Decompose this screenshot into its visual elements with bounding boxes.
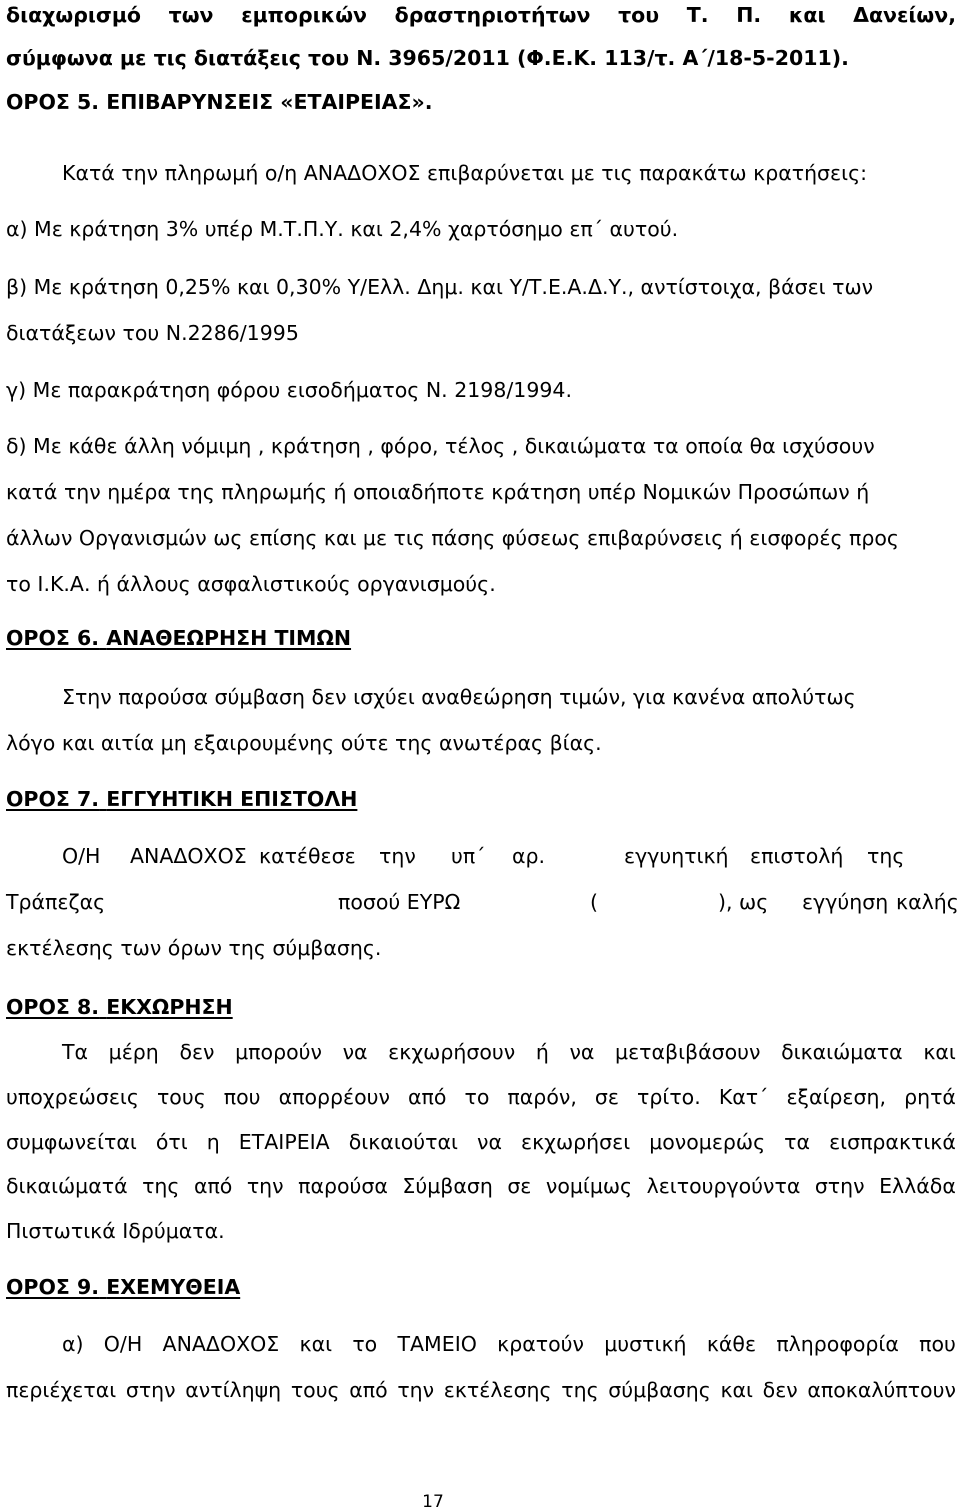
term5-item-d-line4: το Ι.Κ.Α. ή άλλους ασφαλιστικούς οργανισμούς. xyxy=(6,572,496,596)
word: Ελλάδα xyxy=(879,1174,956,1198)
term7-line3: εκτέλεσης των όρων της σύμβασης. xyxy=(6,936,382,960)
word: της xyxy=(867,844,905,868)
word: εγγύηση xyxy=(802,890,889,914)
word: μέρη xyxy=(108,1040,159,1064)
word: των xyxy=(168,3,214,27)
word: της xyxy=(561,1378,599,1402)
term8-line5: Πιστωτικά Ιδρύματα. xyxy=(6,1219,225,1243)
word: ΕΤΑΙΡΕΙΑ xyxy=(238,1130,330,1154)
word: Π. xyxy=(736,3,762,27)
word: νομίμως xyxy=(545,1174,633,1198)
term8-number: ΟΡΟΣ 8. xyxy=(6,995,100,1019)
word: μονομερώς xyxy=(649,1130,766,1154)
term9-line1 xyxy=(62,1334,956,1355)
term6-line2: λόγο και αιτία μη εξαιρουμένης ούτε της ανωτέρας βίας. xyxy=(6,731,602,755)
word: Τράπεζας xyxy=(6,890,106,914)
word: συμφωνείται xyxy=(6,1130,137,1154)
word: ), ως xyxy=(718,890,769,914)
word: εκχωρήσουν xyxy=(388,1040,516,1064)
word: και xyxy=(788,3,826,27)
word: την xyxy=(397,1378,435,1402)
word: αποκαλύπτουν xyxy=(807,1378,956,1402)
term9-number: ΟΡΟΣ 9. xyxy=(6,1275,100,1299)
word: Τ. xyxy=(686,3,709,27)
term9-heading xyxy=(6,1277,240,1298)
word: διαχωρισμό xyxy=(6,3,141,27)
word: δικαιώματά xyxy=(6,1174,128,1198)
term5-item-b-line2: διατάξεων του Ν.2286/1995 xyxy=(6,321,299,345)
word: να xyxy=(342,1040,368,1064)
word: Σύμβαση xyxy=(402,1174,493,1198)
word: επιστολή xyxy=(750,844,844,868)
word: αντίληψη xyxy=(185,1378,282,1402)
word: τα xyxy=(784,1130,811,1154)
term5-intro: Κατά την πληρωμή ο/η ΑΝΑΔΟΧΟΣ επιβαρύνεται με τις παρακάτω κρατήσεις: xyxy=(62,161,868,185)
term8-heading xyxy=(6,997,233,1018)
word: υπ΄ xyxy=(451,844,486,868)
word: Δανείων, xyxy=(853,3,956,27)
word: μεταβιβάσουν xyxy=(615,1040,761,1064)
term8-line2 xyxy=(6,1087,956,1108)
word: δραστηριοτήτων xyxy=(394,3,591,27)
word: δεν xyxy=(179,1040,215,1064)
term9-line2 xyxy=(6,1380,956,1401)
term7-heading xyxy=(6,789,357,810)
word: του xyxy=(618,3,660,27)
term5-item-b-line1: β) Με κράτηση 0,25% και 0,30% Υ/Ελλ. Δημ. και Υ/Τ.Ε.Α.Δ.Υ., αντίστοιχα, βάσει των xyxy=(6,275,874,299)
word: ( xyxy=(590,890,598,914)
word: ποσού ΕΥΡΩ xyxy=(338,890,461,914)
word: από xyxy=(408,1085,447,1109)
word: και xyxy=(299,1332,333,1356)
term5-item-d-line2: κατά την ημέρα της πληρωμής ή οποιαδήποτε κράτηση υπέρ Νομικών Προσώπων ή xyxy=(6,480,870,504)
word: και xyxy=(923,1040,956,1064)
word: λειτουργούντα xyxy=(646,1174,801,1198)
word: μπορούν xyxy=(235,1040,322,1064)
term5-item-d-line1: δ) Με κάθε άλλη νόμιμη , κράτηση , φόρο, τέλος , δικαιώματα τα οποία θα ισχύσουν xyxy=(6,434,875,458)
term6-heading xyxy=(6,628,351,649)
word: την xyxy=(246,1174,284,1198)
word: αρ. xyxy=(512,844,546,868)
word: εξαίρεση, xyxy=(786,1085,886,1109)
word: της xyxy=(142,1174,180,1198)
term9-title: ΕΧΕΜΥΘΕΙΑ xyxy=(106,1275,241,1299)
term5-item-d-line3: άλλων Οργανισμών ως επίσης και με τις πάσης φύσεως επιβαρύνσεις ή εισφορές προς xyxy=(6,526,899,550)
word: δικαιώματα xyxy=(781,1040,903,1064)
word: εμπορικών xyxy=(241,3,367,27)
word: δεν xyxy=(762,1378,798,1402)
word: και xyxy=(720,1378,753,1402)
word: υποχρεώσεις xyxy=(6,1085,139,1109)
term8-line4 xyxy=(6,1176,956,1197)
word: απορρέουν xyxy=(278,1085,390,1109)
word: εγγυητική xyxy=(624,844,729,868)
word: δικαιούται xyxy=(348,1130,458,1154)
word: την xyxy=(379,844,416,868)
word: το xyxy=(352,1332,378,1356)
term8-line1 xyxy=(62,1042,956,1063)
word: Τα xyxy=(62,1040,89,1064)
word: τους xyxy=(290,1378,340,1402)
word: μυστική xyxy=(604,1332,687,1356)
word: ότι xyxy=(155,1130,188,1154)
top-line-2: σύμφωνα με τις διατάξεις του Ν. 3965/2011 (Φ.Ε.Κ. 113/τ. Α΄/18-5-2011). xyxy=(6,46,849,70)
word: ΑΝΑΔΟΧΟΣ xyxy=(130,844,247,868)
term6-title: ΑΝΑΘΕΩΡΗΣΗ ΤΙΜΩΝ xyxy=(106,626,352,650)
word: το xyxy=(464,1085,490,1109)
word: εκχωρήσει xyxy=(521,1130,631,1154)
word: ΑΝΑΔΟΧΟΣ xyxy=(162,1332,280,1356)
word: που xyxy=(919,1332,956,1356)
word: Ο/Η xyxy=(62,844,101,868)
word: από xyxy=(349,1378,388,1402)
word: να xyxy=(477,1130,502,1154)
word: από xyxy=(193,1174,233,1198)
word: κάθε xyxy=(706,1332,757,1356)
term8-line3 xyxy=(6,1132,956,1153)
word: ΤΑΜΕΙΟ xyxy=(397,1332,477,1356)
word: εισπρακτικά xyxy=(829,1130,956,1154)
term5-item-a: α) Με κράτηση 3% υπέρ Μ.Τ.Π.Υ. και 2,4% χαρτόσημο επ΄ αυτού. xyxy=(6,217,679,241)
word: κατέθεσε xyxy=(259,844,356,868)
word: α) xyxy=(62,1332,84,1356)
word: κρατούν xyxy=(497,1332,584,1356)
word: πληροφορία xyxy=(776,1332,899,1356)
word: που xyxy=(223,1085,261,1109)
term8-title: ΕΚΧΩΡΗΣΗ xyxy=(106,995,233,1019)
word: περιέχεται xyxy=(6,1378,117,1402)
word: εκτέλεσης xyxy=(443,1378,552,1402)
page-number: 17 xyxy=(422,1492,444,1512)
word: σε xyxy=(594,1085,619,1109)
word: Ο/Η xyxy=(103,1332,143,1356)
term7-title: ΕΓΓΥΗΤΙΚΗ ΕΠΙΣΤΟΛΗ xyxy=(106,787,358,811)
term7-number: ΟΡΟΣ 7. xyxy=(6,787,100,811)
word: Κατ΄ xyxy=(718,1085,769,1109)
word: να xyxy=(569,1040,595,1064)
term5-item-c: γ) Με παρακράτηση φόρου εισοδήματος Ν. 2198/1994. xyxy=(6,378,572,402)
word: τρίτο. xyxy=(637,1085,701,1109)
word: καλής xyxy=(896,890,959,914)
word: ή xyxy=(535,1040,549,1064)
word: παρούσα xyxy=(298,1174,388,1198)
word: η xyxy=(206,1130,220,1154)
word: ρητά xyxy=(904,1085,956,1109)
term6-number: ΟΡΟΣ 6. xyxy=(6,626,100,650)
word: σε xyxy=(507,1174,532,1198)
term6-line1: Στην παρούσα σύμβαση δεν ισχύει αναθεώρηση τιμών, για κανένα απολύτως xyxy=(62,685,856,709)
word: στην xyxy=(125,1378,176,1402)
word: παρόν, xyxy=(507,1085,577,1109)
word: σύμβασης xyxy=(608,1378,711,1402)
word: στην xyxy=(814,1174,865,1198)
word: τους xyxy=(156,1085,206,1109)
top-line-1 xyxy=(6,5,956,26)
term5-heading: ΟΡΟΣ 5. ΕΠΙΒΑΡΥΝΣΕΙΣ «ΕΤΑΙΡΕΙΑΣ». xyxy=(6,90,433,114)
